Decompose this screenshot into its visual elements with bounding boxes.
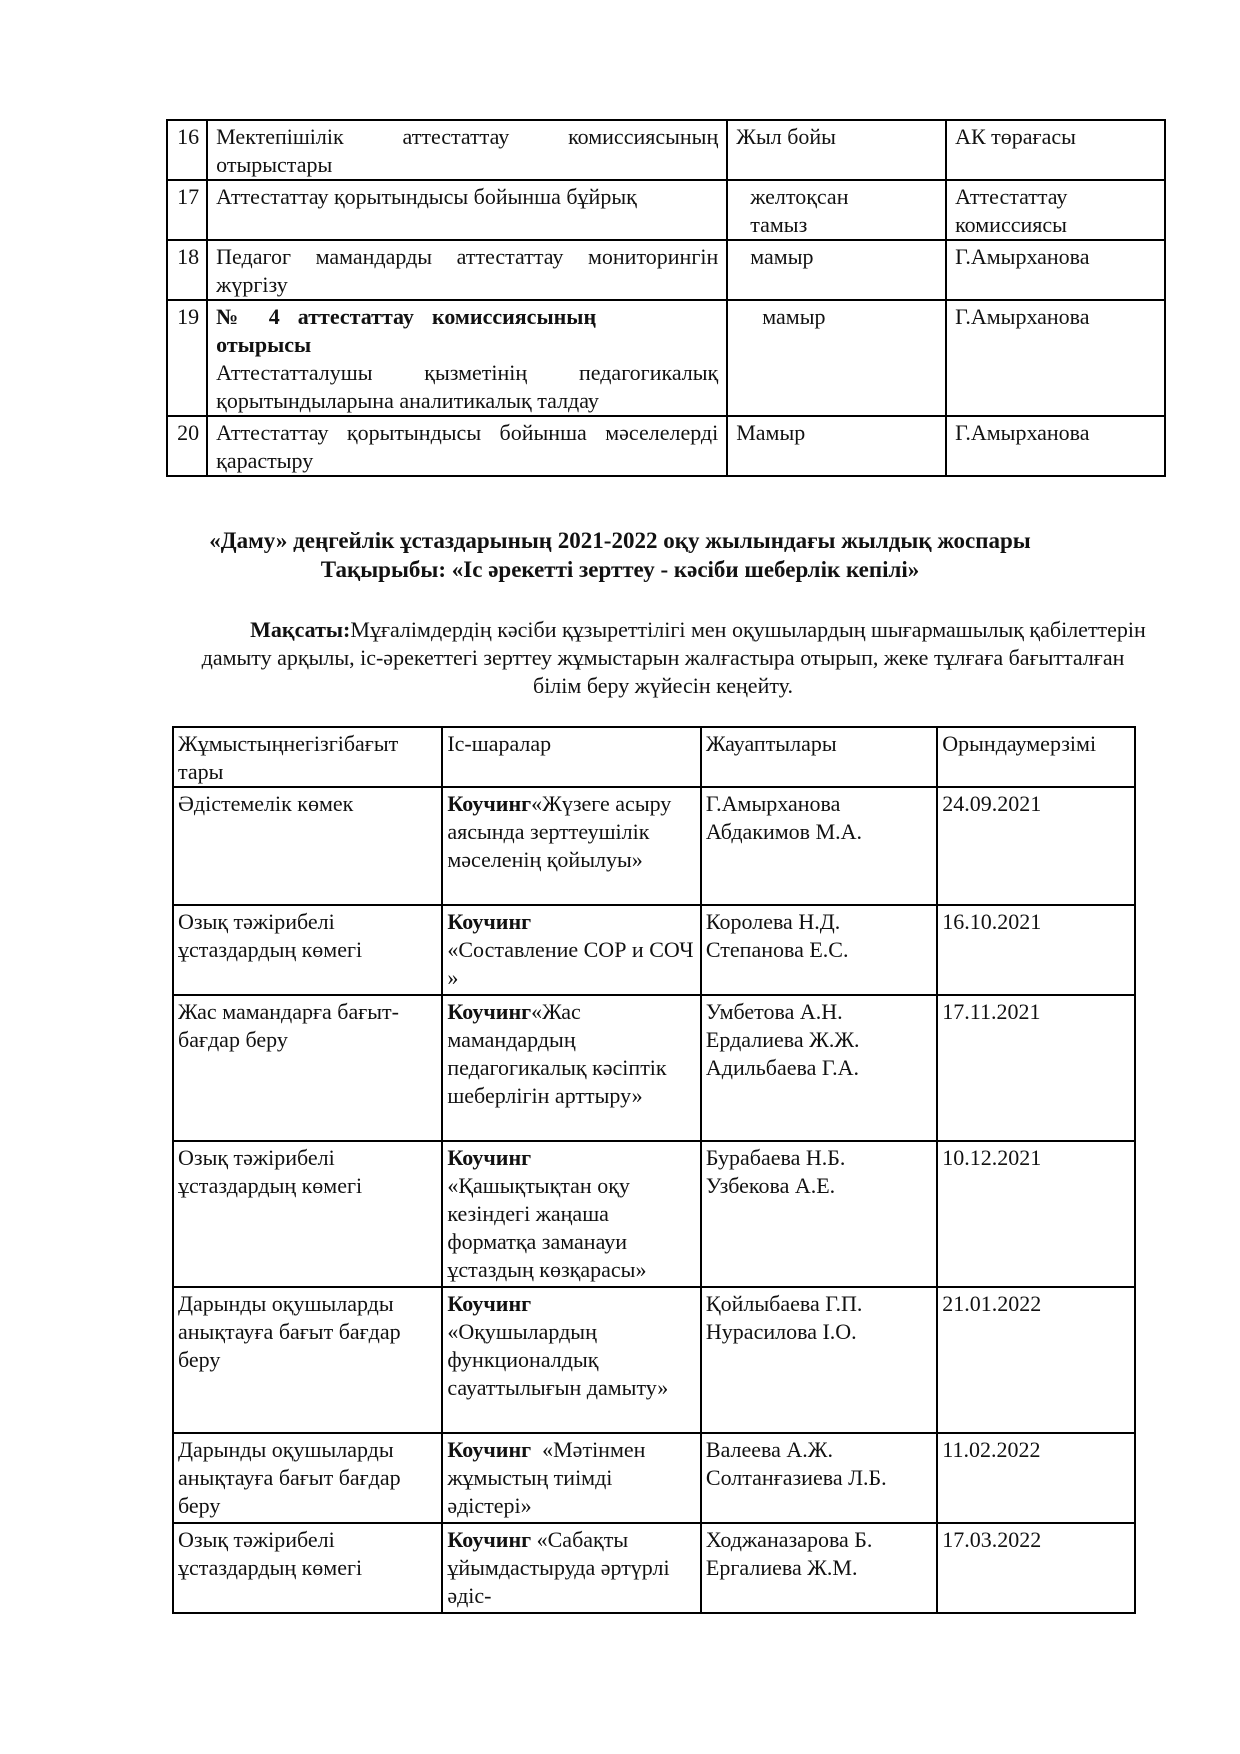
table-row (173, 1287, 1135, 1433)
header-direction: Жұмыстыңнегізгібағыт тары (173, 727, 442, 787)
goal-text: Мұғалімдердің кәсіби құзыреттілігі мен оқушылардың шығармашылық қабілеттерін дамыту арқылы, іс-әрекеттегі зерттеу жұмыстарын жалғастыра отырып, жеке тұлғаға бағытталған білім беру жүйесін кеңейту. (201, 617, 1146, 698)
timing-cell: Мамыр (727, 416, 946, 476)
plan-title: «Даму» деңгейлік ұстаздарының 2021-2022 оқу жылындағы жылдық жоспары (209, 528, 1031, 553)
event-cell (442, 905, 701, 995)
header-events: Іс-шаралар (442, 727, 701, 787)
responsible-cell (701, 1523, 937, 1613)
event-title: «Сабақты ұйымдастыруда әртүрлі әдіс- (447, 1527, 670, 1608)
responsible-cell: Аттестаттау комиссиясы (946, 180, 1165, 240)
responsible-person: Ходжаназарова Б. (705, 1527, 873, 1552)
timing-text: мамыр (750, 244, 814, 269)
direction-cell: Озық тәжірибелі ұстаздардың көмегі (173, 1141, 442, 1287)
activity-bold-title: № 4 аттестаттау комиссиясының отырысы (216, 304, 597, 357)
timing-text: желтоқсан тамыз (750, 184, 849, 237)
direction-cell: Әдістемелік көмек (173, 787, 442, 905)
activity-cell: Аттестаттау қорытындысы бойынша бұйрық (207, 180, 727, 240)
date-cell: 17.11.2021 (937, 995, 1135, 1141)
event-title: «Қашықтықтан оқу кезіндегі жаңаша форматқа заманауи ұстаздың көзқарасы» (447, 1173, 647, 1282)
row-number: 19 (167, 300, 207, 416)
direction-cell: Дарынды оқушыларды анықтауға бағыт бағдар беру (173, 1433, 442, 1523)
event-title: «Составление СОР и СОЧ » (447, 937, 694, 990)
activity-cell: Мектепішілік аттестаттау комиссиясының отырыстары (207, 120, 727, 180)
header-responsible: Жауаптылары (701, 727, 937, 787)
responsible-person: Валеева А.Ж. (705, 1437, 834, 1462)
responsible-cell: Г.Амырханова (946, 416, 1165, 476)
date-cell: 11.02.2022 (937, 1433, 1135, 1523)
row-number: 16 (167, 120, 207, 180)
event-cell (442, 1287, 701, 1433)
table-row (167, 120, 1165, 180)
responsible-cell (701, 905, 937, 995)
table-row (173, 905, 1135, 995)
event-title: «Жүзеге асыру аясында зерттеушілік мәселенің қойылуы» (447, 791, 672, 872)
responsible-person: Ердалиева Ж.Ж. (705, 1027, 860, 1052)
responsible-person: Степанова Е.С. (705, 937, 849, 962)
date-cell: 17.03.2022 (937, 1523, 1135, 1613)
table-row (173, 1141, 1135, 1287)
activity-text: Аттестатталушы қызметінің педагогикалық қорытындыларына аналитикалық талдау (216, 360, 719, 413)
activity-cell: Педагог мамандарды аттестаттау мониторингін жүргізу (207, 240, 727, 300)
responsible-person: Бурабаева Н.Б. (705, 1145, 846, 1170)
responsible-cell (701, 995, 937, 1141)
event-type: Коучинг (447, 909, 532, 934)
row-number: 20 (167, 416, 207, 476)
date-cell: 24.09.2021 (937, 787, 1135, 905)
responsible-person: Ергалиева Ж.М. (705, 1555, 858, 1580)
timing-cell (727, 180, 946, 240)
date-cell: 10.12.2021 (937, 1141, 1135, 1287)
header-deadline: Орындаумерзімі (937, 727, 1135, 787)
table-row (173, 1523, 1135, 1613)
timing-cell (727, 300, 946, 416)
event-cell (442, 1433, 701, 1523)
timing-cell (727, 240, 946, 300)
table-row (173, 787, 1135, 905)
plan-topic: Тақырыбы: «Іс әрекетті зерттеу - кәсіби шеберлік кепілі» (320, 557, 920, 582)
event-type: Коучинг (447, 1527, 532, 1552)
event-type: Коучинг (447, 791, 532, 816)
responsible-person: Қойлыбаева Г.П. (705, 1291, 863, 1316)
table-header-row (173, 727, 1135, 787)
event-cell (442, 1141, 701, 1287)
responsible-person: Абдакимов М.А. (705, 819, 863, 844)
attestation-table (166, 119, 1166, 477)
table-row (173, 1433, 1135, 1523)
row-number: 18 (167, 240, 207, 300)
goal-label: Мақсаты: (250, 617, 351, 642)
event-type: Коучинг (447, 1437, 532, 1462)
responsible-cell: Г.Амырханова (946, 300, 1165, 416)
annual-plan-table (172, 726, 1136, 1614)
event-cell (442, 1523, 701, 1613)
responsible-cell: Г.Амырханова (946, 240, 1165, 300)
event-type: Коучинг (447, 1145, 532, 1170)
activity-cell: Аттестаттау қорытындысы бойынша мәселелерді қарастыру (207, 416, 727, 476)
responsible-person: Умбетова А.Н. (705, 999, 843, 1024)
direction-cell: Озық тәжірибелі ұстаздардың көмегі (173, 1523, 442, 1613)
responsible-cell (701, 1287, 937, 1433)
event-title: «Оқушылардың функционалдық сауаттылығын дамыту» (447, 1319, 669, 1400)
table-row (167, 416, 1165, 476)
row-number: 17 (167, 180, 207, 240)
event-type: Коучинг (447, 999, 532, 1024)
responsible-cell (701, 1433, 937, 1523)
direction-cell: Озық тәжірибелі ұстаздардың көмегі (173, 905, 442, 995)
activity-cell (207, 300, 727, 416)
goal-paragraph (178, 616, 1148, 700)
event-type: Коучинг (447, 1291, 532, 1316)
timing-cell: Жыл бойы (727, 120, 946, 180)
direction-cell: Дарынды оқушыларды анықтауға бағыт бағдар беру (173, 1287, 442, 1433)
table-row (173, 995, 1135, 1141)
table-row (167, 300, 1165, 416)
event-cell (442, 995, 701, 1141)
responsible-cell (701, 1141, 937, 1287)
event-title: «Мәтінмен жұмыстың тиімді әдістері» (447, 1437, 646, 1518)
direction-cell: Жас мамандарға бағыт-бағдар беру (173, 995, 442, 1141)
event-cell (442, 787, 701, 905)
responsible-person: Адильбаева Г.А. (705, 1055, 859, 1080)
date-cell: 21.01.2022 (937, 1287, 1135, 1433)
responsible-person: Нурасилова І.О. (705, 1319, 857, 1344)
date-cell: 16.10.2021 (937, 905, 1135, 995)
table-row (167, 180, 1165, 240)
responsible-cell (701, 787, 937, 905)
responsible-cell: АК төрағасы (946, 120, 1165, 180)
table-row (167, 240, 1165, 300)
responsible-person: Королева Н.Д. (705, 909, 841, 934)
timing-text: мамыр (762, 304, 826, 329)
responsible-person: Солтанғазиева Л.Б. (705, 1465, 887, 1490)
event-title: «Жас мамандардың педагогикалық кәсіптік шеберлігін арттыру» (447, 999, 667, 1108)
responsible-person: Узбекова А.Е. (705, 1173, 836, 1198)
responsible-person: Г.Амырханова (705, 791, 841, 816)
